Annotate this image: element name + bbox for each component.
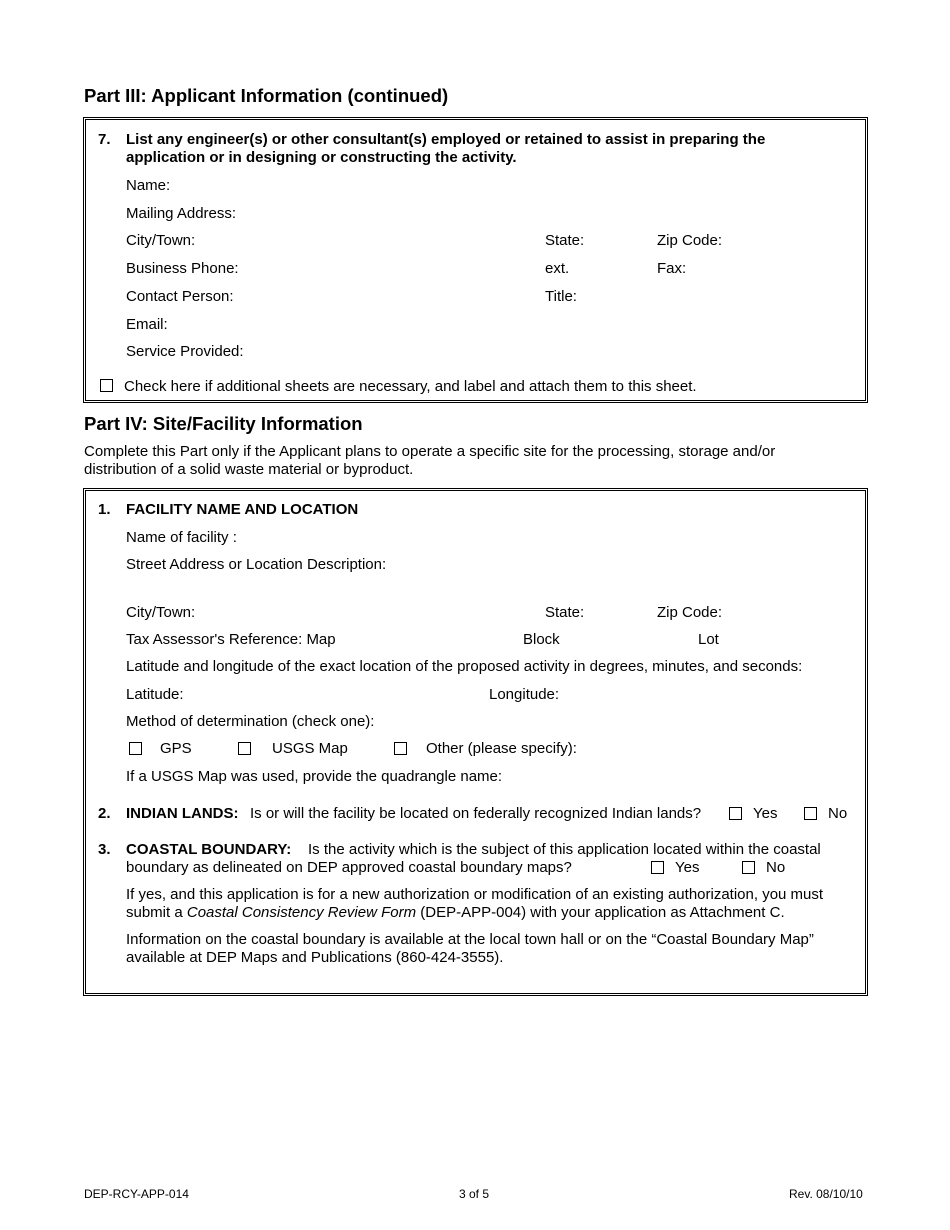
- part4-intro-line1: Complete this Part only if the Applicant plans to operate a specific site for the processing, storage and/or: [84, 443, 776, 460]
- coastal-info-para1-post: (DEP-APP-004) with your application as Attachment C.: [416, 904, 785, 921]
- q7-service-provided-label: Service Provided:: [126, 343, 244, 360]
- q7-contact-person-label: Contact Person:: [126, 288, 234, 305]
- coastal-info-para2-line1: Information on the coastal boundary is available at the local town hall or on the “Coastal Boundary Map”: [126, 931, 814, 948]
- q1-number: 1.: [98, 501, 111, 518]
- additional-sheets-checkbox[interactable]: [100, 379, 113, 392]
- part3-heading: Part III: Applicant Information (continued): [84, 85, 449, 106]
- coastal-info-para1-pre: submit a: [126, 904, 187, 921]
- footer-page-number: 3 of 5: [459, 1187, 490, 1201]
- tax-lot-label: Lot: [698, 631, 719, 648]
- tax-map-label: Tax Assessor's Reference: Map: [126, 631, 336, 648]
- usgs-map-checkbox[interactable]: [238, 742, 251, 755]
- q7-state-label: State:: [545, 232, 585, 249]
- indian-lands-no-checkbox[interactable]: [804, 807, 817, 820]
- indian-lands-yes-checkbox[interactable]: [729, 807, 742, 820]
- coastal-question-line1: Is the activity which is the subject of this application located within the coastal: [308, 841, 821, 858]
- q3-number: 3.: [98, 841, 111, 858]
- gps-checkbox[interactable]: [129, 742, 142, 755]
- part4-heading: Part IV: Site/Facility Information: [84, 413, 363, 434]
- q7-number: 7.: [98, 131, 111, 148]
- coastal-no-checkbox[interactable]: [742, 861, 755, 874]
- footer-revision: Rev. 08/10/10: [789, 1187, 863, 1201]
- indian-lands-question: Is or will the facility be located on federally recognized Indian lands?: [250, 805, 702, 822]
- coastal-consistency-form-name: Coastal Consistency Review Form: [186, 904, 417, 921]
- facility-city-label: City/Town:: [126, 604, 196, 621]
- other-method-label: Other (please specify):: [426, 740, 577, 757]
- gps-label: GPS: [160, 740, 192, 757]
- latitude-label: Latitude:: [126, 686, 184, 703]
- facility-state-label: State:: [545, 604, 585, 621]
- part4-intro-line2: distribution of a solid waste material or byproduct.: [84, 461, 414, 478]
- q1-title: FACILITY NAME AND LOCATION: [126, 501, 359, 518]
- q7-fax-label: Fax:: [657, 260, 687, 277]
- coastal-info-para2-line2: available at DEP Maps and Publications (860-424-3555).: [126, 949, 504, 966]
- q2-number: 2.: [98, 805, 111, 822]
- additional-sheets-label: Check here if additional sheets are necessary, and label and attach them to this sheet.: [124, 378, 697, 395]
- q7-title-label: Title:: [545, 288, 577, 305]
- coastal-boundary-label: COASTAL BOUNDARY:: [126, 841, 292, 858]
- q7-name-label: Name:: [126, 177, 171, 194]
- tax-block-label: Block: [523, 631, 560, 648]
- indian-lands-yes-label: Yes: [753, 805, 778, 822]
- indian-lands-no-label: No: [828, 805, 848, 822]
- q7-zip-label: Zip Code:: [657, 232, 723, 249]
- coastal-question-line2: boundary as delineated on DEP approved coastal boundary maps?: [126, 859, 572, 876]
- coastal-yes-checkbox[interactable]: [651, 861, 664, 874]
- q7-mailing-address-label: Mailing Address:: [126, 205, 237, 222]
- street-address-label: Street Address or Location Description:: [126, 556, 387, 573]
- coastal-info-para1-line2: [126, 904, 785, 921]
- latlong-intro: Latitude and longitude of the exact location of the proposed activity in degrees, minutes, and seconds:: [126, 658, 803, 675]
- indian-lands-label: INDIAN LANDS:: [126, 805, 239, 822]
- method-label: Method of determination (check one):: [126, 713, 375, 730]
- other-method-checkbox[interactable]: [394, 742, 407, 755]
- footer-form-id: DEP-RCY-APP-014: [84, 1187, 189, 1201]
- q7-email-label: Email:: [126, 316, 168, 333]
- facility-name-label: Name of facility :: [126, 529, 237, 546]
- coastal-info-para1-line1: If yes, and this application is for a new authorization or modification of an existing authorization, you must: [126, 886, 824, 903]
- q7-city-label: City/Town:: [126, 232, 196, 249]
- facility-zip-label: Zip Code:: [657, 604, 723, 621]
- q7-question-line2: application or in designing or constructing the activity.: [126, 149, 517, 166]
- q7-question-line1: List any engineer(s) or other consultant(s) employed or retained to assist in preparing the: [126, 131, 766, 148]
- q7-ext-label: ext.: [545, 260, 570, 277]
- coastal-no-label: No: [766, 859, 786, 876]
- quadrangle-label: If a USGS Map was used, provide the quadrangle name:: [126, 768, 503, 785]
- q7-business-phone-label: Business Phone:: [126, 260, 239, 277]
- coastal-yes-label: Yes: [675, 859, 700, 876]
- usgs-map-label: USGS Map: [272, 740, 348, 757]
- longitude-label: Longitude:: [489, 686, 560, 703]
